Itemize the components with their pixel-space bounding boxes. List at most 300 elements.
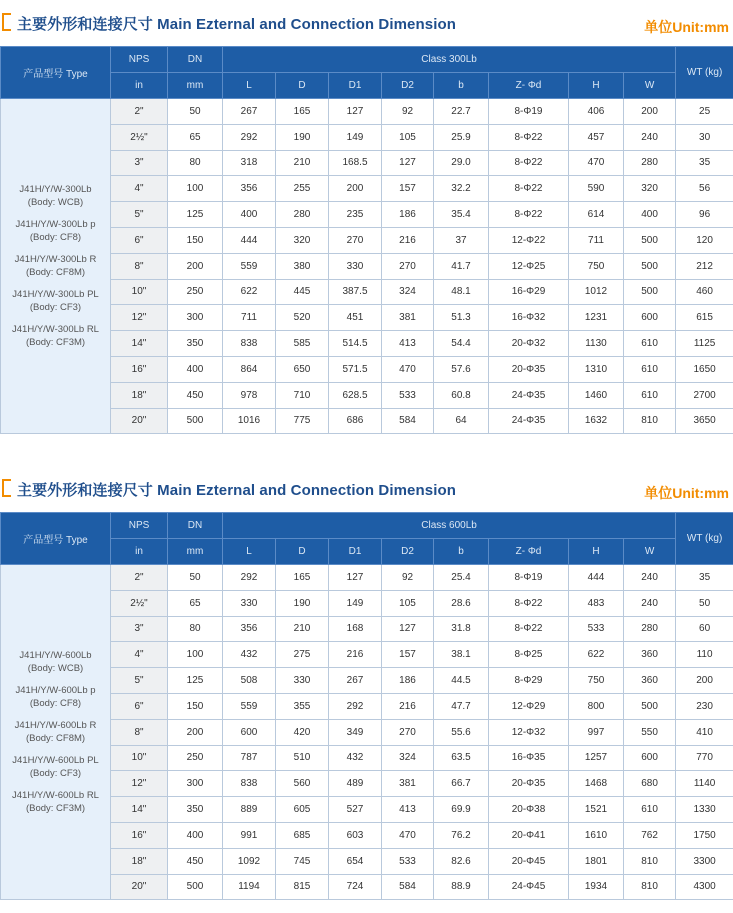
b-cell: 55.6 (434, 719, 489, 745)
col-header: L (223, 539, 276, 565)
col-header: Z- Φd (489, 73, 569, 99)
wt-cell: 60 (676, 616, 733, 642)
d-cell: 685 (276, 822, 329, 848)
d2-cell: 186 (382, 668, 434, 694)
d-cell: 190 (276, 590, 329, 616)
dn-header: DN (168, 513, 223, 539)
h-cell: 1468 (569, 771, 624, 797)
h-cell: 1801 (569, 848, 624, 874)
z-phi-d-cell: 8-Φ19 (489, 565, 569, 591)
h-cell: 444 (569, 565, 624, 591)
type-header: 产品型号 Type (1, 513, 111, 565)
type-line: (Body: CF8M) (25, 733, 86, 745)
d1-cell: 168 (329, 616, 382, 642)
z-phi-d-cell: 8-Φ22 (489, 590, 569, 616)
h-cell: 406 (569, 99, 624, 125)
bracket-icon (2, 13, 11, 31)
table-row (1, 745, 733, 771)
h-cell: 750 (569, 253, 624, 279)
wt-cell: 615 (676, 305, 733, 331)
col-header: D (276, 539, 329, 565)
wt-cell: 35 (676, 150, 733, 176)
dn-cell: 500 (168, 874, 223, 900)
type-line: (Body: CF8M) (25, 267, 86, 279)
col-header: in (111, 73, 168, 99)
col-header: D (276, 73, 329, 99)
d2-cell: 92 (382, 99, 434, 125)
dn-cell: 500 (168, 408, 223, 434)
d-cell: 650 (276, 356, 329, 382)
wt-cell: 1650 (676, 356, 733, 382)
d2-cell: 127 (382, 150, 434, 176)
h-cell: 457 (569, 124, 624, 150)
d-cell: 330 (276, 668, 329, 694)
type-line: J41H/Y/W-300Lb (19, 184, 92, 196)
table-row (1, 176, 733, 202)
d1-cell: 235 (329, 202, 382, 228)
nps-cell: 20" (111, 408, 168, 434)
l-cell: 400 (223, 202, 276, 228)
wt-cell: 460 (676, 279, 733, 305)
h-cell: 1231 (569, 305, 624, 331)
type-line: J41H/Y/W-300Lb p (15, 219, 96, 231)
z-phi-d-cell: 24-Φ45 (489, 874, 569, 900)
nps-cell: 16" (111, 822, 168, 848)
type-line: (Body: CF3) (29, 768, 82, 780)
dn-cell: 300 (168, 771, 223, 797)
dimension-section-600lb (0, 474, 733, 893)
l-cell: 444 (223, 227, 276, 253)
d2-cell: 470 (382, 822, 434, 848)
b-cell: 25.4 (434, 565, 489, 591)
d2-cell: 324 (382, 279, 434, 305)
type-line: (Body: WCB) (27, 197, 84, 209)
dimension-table (0, 46, 733, 434)
h-cell: 1460 (569, 382, 624, 408)
d-cell: 255 (276, 176, 329, 202)
h-cell: 590 (569, 176, 624, 202)
w-cell: 610 (624, 356, 676, 382)
wt-cell: 212 (676, 253, 733, 279)
col-header: W (624, 73, 676, 99)
table-row (1, 668, 733, 694)
col-header: mm (168, 73, 223, 99)
table-row (1, 797, 733, 823)
d2-cell: 413 (382, 797, 434, 823)
col-header: H (569, 73, 624, 99)
table-row (1, 693, 733, 719)
d-cell: 445 (276, 279, 329, 305)
type-line: (Body: CF8) (29, 232, 82, 244)
dn-cell: 350 (168, 797, 223, 823)
nps-cell: 2" (111, 99, 168, 125)
dn-cell: 80 (168, 616, 223, 642)
d1-cell: 628.5 (329, 382, 382, 408)
dn-cell: 450 (168, 848, 223, 874)
d2-cell: 381 (382, 771, 434, 797)
d1-cell: 571.5 (329, 356, 382, 382)
b-cell: 29.0 (434, 150, 489, 176)
dn-cell: 450 (168, 382, 223, 408)
wt-cell: 96 (676, 202, 733, 228)
z-phi-d-cell: 24-Φ35 (489, 408, 569, 434)
h-cell: 614 (569, 202, 624, 228)
d1-cell: 267 (329, 668, 382, 694)
col-header: D1 (329, 539, 382, 565)
d2-cell: 186 (382, 202, 434, 228)
d2-cell: 584 (382, 408, 434, 434)
w-cell: 360 (624, 668, 676, 694)
d-cell: 605 (276, 797, 329, 823)
table-row (1, 874, 733, 900)
type-line: J41H/Y/W-600Lb R (14, 720, 97, 732)
h-cell: 800 (569, 693, 624, 719)
type-line: J41H/Y/W-300Lb RL (12, 324, 99, 336)
z-phi-d-cell: 20-Φ38 (489, 797, 569, 823)
w-cell: 610 (624, 331, 676, 357)
b-cell: 44.5 (434, 668, 489, 694)
section-header (0, 8, 733, 38)
dn-cell: 250 (168, 745, 223, 771)
table-row (1, 227, 733, 253)
wt-cell: 35 (676, 565, 733, 591)
h-cell: 750 (569, 668, 624, 694)
z-phi-d-cell: 8-Φ22 (489, 124, 569, 150)
nps-cell: 4" (111, 642, 168, 668)
l-cell: 1092 (223, 848, 276, 874)
h-cell: 997 (569, 719, 624, 745)
h-cell: 1934 (569, 874, 624, 900)
w-cell: 810 (624, 848, 676, 874)
dimension-table (0, 512, 733, 900)
wt-cell: 230 (676, 693, 733, 719)
dn-cell: 65 (168, 590, 223, 616)
l-cell: 838 (223, 771, 276, 797)
unit-label: 单位Unit:mm (644, 19, 729, 35)
l-cell: 356 (223, 176, 276, 202)
d1-cell: 514.5 (329, 331, 382, 357)
h-cell: 1632 (569, 408, 624, 434)
h-cell: 1310 (569, 356, 624, 382)
d1-cell: 654 (329, 848, 382, 874)
d1-cell: 292 (329, 693, 382, 719)
b-cell: 54.4 (434, 331, 489, 357)
z-phi-d-cell: 16-Φ35 (489, 745, 569, 771)
dn-cell: 100 (168, 642, 223, 668)
section-header (0, 474, 733, 504)
d2-cell: 533 (382, 848, 434, 874)
d2-cell: 381 (382, 305, 434, 331)
l-cell: 292 (223, 124, 276, 150)
wt-cell: 3650 (676, 408, 733, 434)
dn-cell: 150 (168, 227, 223, 253)
z-phi-d-cell: 20-Φ45 (489, 848, 569, 874)
d-cell: 280 (276, 202, 329, 228)
d1-cell: 127 (329, 565, 382, 591)
table-row (1, 719, 733, 745)
table-row (1, 771, 733, 797)
d-cell: 420 (276, 719, 329, 745)
h-cell: 711 (569, 227, 624, 253)
d2-cell: 413 (382, 331, 434, 357)
dn-cell: 50 (168, 565, 223, 591)
dn-cell: 400 (168, 356, 223, 382)
wt-cell: 4300 (676, 874, 733, 900)
l-cell: 838 (223, 331, 276, 357)
d1-cell: 349 (329, 719, 382, 745)
w-cell: 280 (624, 616, 676, 642)
col-header: L (223, 73, 276, 99)
d-cell: 560 (276, 771, 329, 797)
b-cell: 37 (434, 227, 489, 253)
l-cell: 559 (223, 693, 276, 719)
nps-cell: 8" (111, 719, 168, 745)
nps-cell: 2½" (111, 590, 168, 616)
d2-cell: 216 (382, 227, 434, 253)
table-row (1, 382, 733, 408)
wt-cell: 56 (676, 176, 733, 202)
b-cell: 22.7 (434, 99, 489, 125)
d-cell: 775 (276, 408, 329, 434)
d1-cell: 451 (329, 305, 382, 331)
table-row (1, 356, 733, 382)
b-cell: 28.6 (434, 590, 489, 616)
table-row (1, 305, 733, 331)
dn-cell: 50 (168, 99, 223, 125)
w-cell: 762 (624, 822, 676, 848)
z-phi-d-cell: 16-Φ32 (489, 305, 569, 331)
col-header: b (434, 73, 489, 99)
z-phi-d-cell: 8-Φ25 (489, 642, 569, 668)
h-cell: 1012 (569, 279, 624, 305)
dn-cell: 350 (168, 331, 223, 357)
w-cell: 600 (624, 305, 676, 331)
d2-cell: 216 (382, 693, 434, 719)
b-cell: 38.1 (434, 642, 489, 668)
table-row (1, 150, 733, 176)
l-cell: 1016 (223, 408, 276, 434)
table-row (1, 202, 733, 228)
wt-cell: 120 (676, 227, 733, 253)
nps-cell: 2" (111, 565, 168, 591)
table-row (1, 822, 733, 848)
table-row (1, 99, 733, 125)
d1-cell: 168.5 (329, 150, 382, 176)
b-cell: 88.9 (434, 874, 489, 900)
z-phi-d-cell: 8-Φ22 (489, 150, 569, 176)
wt-cell: 30 (676, 124, 733, 150)
w-cell: 810 (624, 408, 676, 434)
d2-cell: 157 (382, 176, 434, 202)
type-line: J41H/Y/W-600Lb RL (12, 790, 99, 802)
table-row (1, 253, 733, 279)
w-cell: 500 (624, 693, 676, 719)
l-cell: 292 (223, 565, 276, 591)
wt-cell: 1330 (676, 797, 733, 823)
d2-cell: 105 (382, 590, 434, 616)
b-cell: 60.8 (434, 382, 489, 408)
table-row (1, 565, 733, 591)
col-header: Z- Φd (489, 539, 569, 565)
type-line: J41H/Y/W-300Lb R (14, 254, 97, 266)
type-cell (1, 565, 111, 900)
col-header: in (111, 539, 168, 565)
l-cell: 600 (223, 719, 276, 745)
z-phi-d-cell: 20-Φ35 (489, 356, 569, 382)
h-cell: 1610 (569, 822, 624, 848)
l-cell: 318 (223, 150, 276, 176)
h-cell: 483 (569, 590, 624, 616)
dn-cell: 80 (168, 150, 223, 176)
type-line: (Body: CF8) (29, 698, 82, 710)
d-cell: 380 (276, 253, 329, 279)
d1-cell: 686 (329, 408, 382, 434)
l-cell: 889 (223, 797, 276, 823)
table-row (1, 408, 733, 434)
d-cell: 275 (276, 642, 329, 668)
type-line: (Body: CF3) (29, 302, 82, 314)
d1-cell: 200 (329, 176, 382, 202)
type-header: 产品型号 Type (1, 47, 111, 99)
wt-cell: 3300 (676, 848, 733, 874)
type-line: J41H/Y/W-600Lb (19, 650, 92, 662)
l-cell: 432 (223, 642, 276, 668)
z-phi-d-cell: 8-Φ22 (489, 616, 569, 642)
col-header: D2 (382, 73, 434, 99)
d-cell: 745 (276, 848, 329, 874)
h-cell: 622 (569, 642, 624, 668)
w-cell: 500 (624, 227, 676, 253)
table-row (1, 124, 733, 150)
b-cell: 57.6 (434, 356, 489, 382)
b-cell: 35.4 (434, 202, 489, 228)
w-cell: 550 (624, 719, 676, 745)
h-cell: 1257 (569, 745, 624, 771)
l-cell: 267 (223, 99, 276, 125)
type-line: (Body: CF3M) (25, 803, 86, 815)
d1-cell: 724 (329, 874, 382, 900)
z-phi-d-cell: 12-Φ32 (489, 719, 569, 745)
nps-header: NPS (111, 47, 168, 73)
l-cell: 508 (223, 668, 276, 694)
d1-cell: 432 (329, 745, 382, 771)
z-phi-d-cell: 8-Φ19 (489, 99, 569, 125)
l-cell: 864 (223, 356, 276, 382)
dn-cell: 300 (168, 305, 223, 331)
l-cell: 330 (223, 590, 276, 616)
nps-cell: 18" (111, 848, 168, 874)
nps-cell: 5" (111, 202, 168, 228)
d-cell: 710 (276, 382, 329, 408)
section-title: 主要外形和连接尺寸 Main Ezternal and Connection Dimension (17, 16, 456, 33)
col-header: D1 (329, 73, 382, 99)
d2-cell: 105 (382, 124, 434, 150)
d-cell: 520 (276, 305, 329, 331)
d-cell: 355 (276, 693, 329, 719)
dn-cell: 100 (168, 176, 223, 202)
b-cell: 51.3 (434, 305, 489, 331)
z-phi-d-cell: 12-Φ29 (489, 693, 569, 719)
table-row (1, 642, 733, 668)
table-row (1, 616, 733, 642)
w-cell: 680 (624, 771, 676, 797)
dn-header: DN (168, 47, 223, 73)
w-cell: 500 (624, 279, 676, 305)
b-cell: 25.9 (434, 124, 489, 150)
z-phi-d-cell: 8-Φ29 (489, 668, 569, 694)
z-phi-d-cell: 24-Φ35 (489, 382, 569, 408)
w-cell: 320 (624, 176, 676, 202)
z-phi-d-cell: 20-Φ41 (489, 822, 569, 848)
l-cell: 978 (223, 382, 276, 408)
z-phi-d-cell: 20-Φ32 (489, 331, 569, 357)
d2-cell: 584 (382, 874, 434, 900)
table-row (1, 848, 733, 874)
nps-cell: 16" (111, 356, 168, 382)
table-row (1, 331, 733, 357)
l-cell: 991 (223, 822, 276, 848)
wt-cell: 410 (676, 719, 733, 745)
col-header: W (624, 539, 676, 565)
w-cell: 600 (624, 745, 676, 771)
nps-cell: 20" (111, 874, 168, 900)
unit-label: 单位Unit:mm (644, 485, 729, 501)
nps-cell: 10" (111, 279, 168, 305)
l-cell: 711 (223, 305, 276, 331)
d1-cell: 149 (329, 590, 382, 616)
nps-cell: 8" (111, 253, 168, 279)
w-cell: 610 (624, 797, 676, 823)
table-row (1, 279, 733, 305)
l-cell: 559 (223, 253, 276, 279)
type-line: (Body: CF3M) (25, 337, 86, 349)
h-cell: 1130 (569, 331, 624, 357)
wt-cell: 1140 (676, 771, 733, 797)
w-cell: 810 (624, 874, 676, 900)
nps-cell: 2½" (111, 124, 168, 150)
nps-cell: 18" (111, 382, 168, 408)
z-phi-d-cell: 16-Φ29 (489, 279, 569, 305)
nps-cell: 5" (111, 668, 168, 694)
d1-cell: 489 (329, 771, 382, 797)
dn-cell: 65 (168, 124, 223, 150)
d-cell: 585 (276, 331, 329, 357)
h-cell: 533 (569, 616, 624, 642)
section-title: 主要外形和连接尺寸 Main Ezternal and Connection Dimension (17, 482, 456, 499)
d1-cell: 127 (329, 99, 382, 125)
d1-cell: 216 (329, 642, 382, 668)
l-cell: 1194 (223, 874, 276, 900)
nps-cell: 4" (111, 176, 168, 202)
type-line: J41H/Y/W-600Lb PL (12, 755, 99, 767)
d2-cell: 92 (382, 565, 434, 591)
nps-cell: 6" (111, 693, 168, 719)
type-cell (1, 99, 111, 434)
d2-cell: 270 (382, 719, 434, 745)
b-cell: 41.7 (434, 253, 489, 279)
d-cell: 190 (276, 124, 329, 150)
w-cell: 200 (624, 99, 676, 125)
col-header: D2 (382, 539, 434, 565)
d-cell: 510 (276, 745, 329, 771)
wt-header: WT (kg) (676, 513, 733, 565)
d-cell: 165 (276, 99, 329, 125)
h-cell: 470 (569, 150, 624, 176)
col-header: b (434, 539, 489, 565)
h-cell: 1521 (569, 797, 624, 823)
wt-cell: 770 (676, 745, 733, 771)
b-cell: 63.5 (434, 745, 489, 771)
